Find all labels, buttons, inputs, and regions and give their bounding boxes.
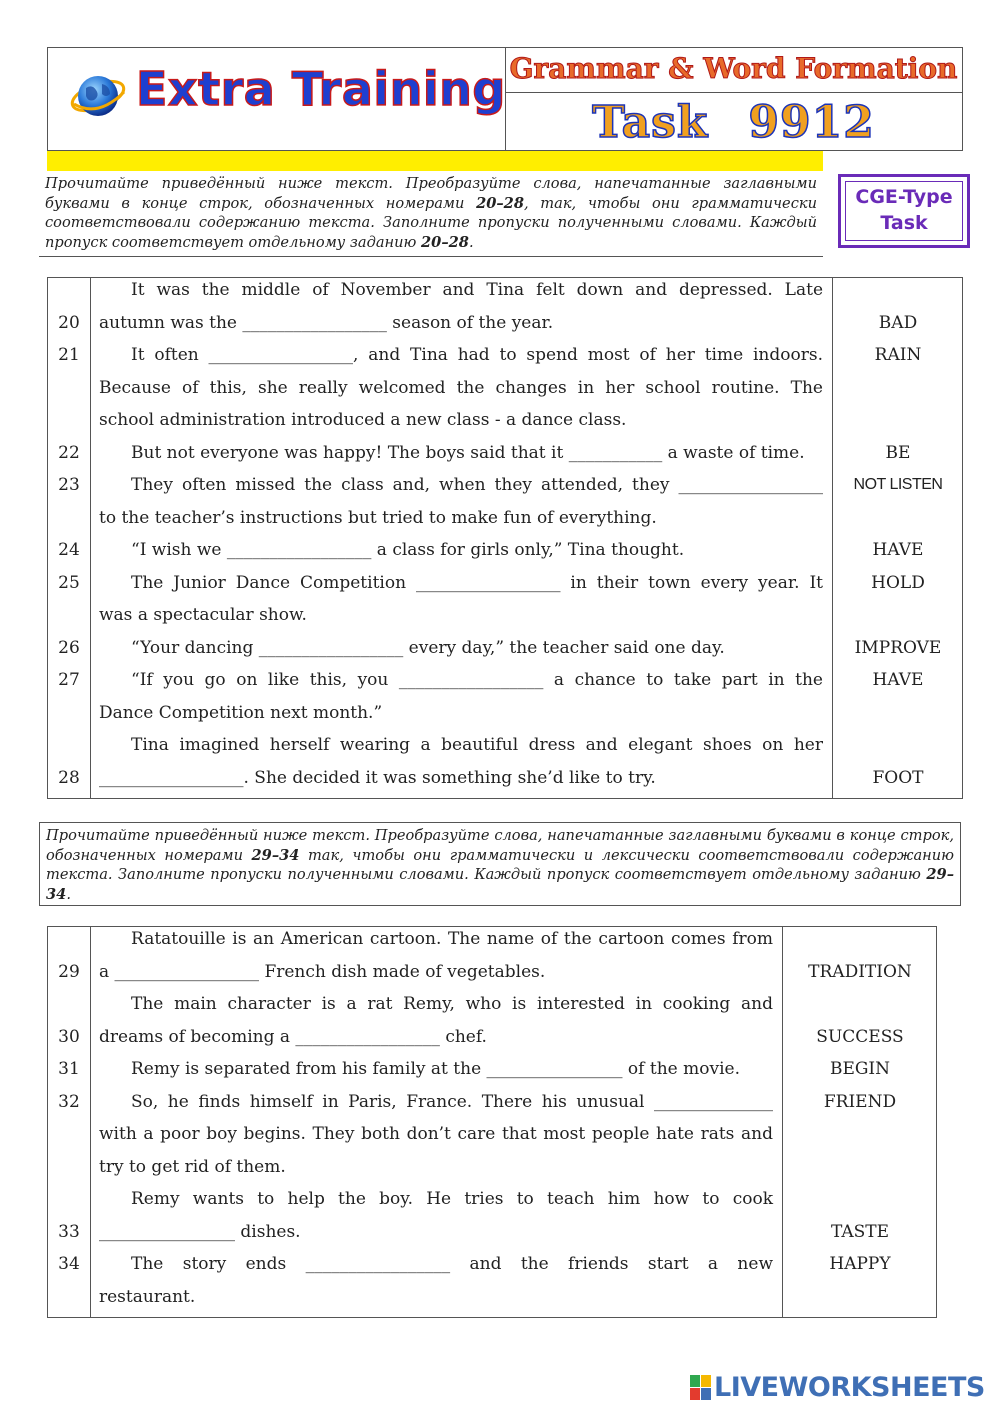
liveworksheets-logo [690, 1372, 985, 1404]
liveworksheets-icon [690, 1375, 712, 1401]
globe-icon [68, 68, 128, 124]
table-row [48, 988, 936, 1021]
passage-line: The Junior Dance Competition _________________ in their town every year. It [131, 572, 823, 593]
base-word: IMPROVE [854, 637, 942, 658]
item-number: 32 [58, 1091, 80, 1112]
base-word: BE [885, 442, 911, 463]
item-number: 25 [58, 572, 80, 593]
table-row [48, 923, 936, 956]
task-title [592, 97, 875, 148]
task-number-cell [505, 93, 962, 150]
table-row [48, 502, 962, 535]
cge-type-badge [838, 174, 970, 248]
instructions-text: Прочитайте приведённый ниже текст. Преобразуйте слова, напечатанные заглавными буквами в конце строк, обозначенных номерами [45, 175, 817, 212]
cge-badge-inner [845, 181, 963, 241]
table-row [48, 339, 962, 372]
passage-line: So, he finds himself in Paris, France. There his unusual ______________ [131, 1091, 773, 1112]
table-row [48, 1216, 936, 1249]
highlight-bar [47, 151, 823, 171]
table-row [48, 469, 962, 502]
table-row [48, 307, 962, 340]
base-word: HAVE [872, 670, 924, 690]
table-row [48, 729, 962, 762]
passage-line: to the teacher’s instructions but tried to make fun of everything. [99, 507, 657, 528]
table-row [48, 1281, 936, 1314]
base-word: NOT LISTEN [853, 476, 943, 493]
base-word: HAPPY [829, 1254, 891, 1274]
item-number: 22 [58, 442, 80, 463]
base-word: SUCCESS [816, 1026, 904, 1047]
table-row [48, 437, 962, 470]
table-row [48, 1183, 936, 1216]
liveworksheets-wordmark: LIVEWORKSHEETS [714, 1372, 985, 1403]
passage-line: dreams of becoming a _________________ chef. [99, 1026, 487, 1047]
base-word: BEGIN [829, 1059, 891, 1079]
table-row [48, 1118, 936, 1151]
base-word: TRADITION [808, 961, 912, 982]
item-number: 30 [58, 1026, 80, 1047]
base-word: BAD [878, 312, 918, 333]
exercise-table-20-28 [47, 277, 963, 799]
passage-line: “If you go on like this, you _________________ a chance to take part in the [131, 670, 823, 690]
table-row [48, 632, 962, 665]
item-number: 29 [58, 961, 80, 982]
table-row [48, 664, 962, 697]
item-number: 31 [58, 1059, 80, 1079]
passage-line: Because of this, she really welcomed the changes in her school routine. The [99, 377, 823, 398]
table-row [48, 1021, 936, 1054]
base-word: HOLD [871, 572, 925, 593]
task-range: 20–28 [421, 233, 469, 251]
table-row [48, 1053, 936, 1086]
item-number: 21 [58, 345, 80, 365]
passage-line: It often _________________, and Tina had to spend most of her time indoors. [131, 345, 823, 365]
passage-line: with a poor boy begins. They both don’t care that most people hate rats and [99, 1124, 773, 1144]
cge-badge-line2: Task [880, 212, 928, 234]
table-row [48, 567, 962, 600]
item-number: 26 [58, 637, 80, 658]
brand-title: Extra Training [136, 62, 506, 116]
instructions-text: , так, чтобы они грамматически соответствовали содержанию текста. Заполните пропуски полученными словами. Каждый пропуск соответствует отдельному заданию [45, 194, 817, 251]
passage-line: was a spectacular show. [99, 605, 307, 625]
item-number: 34 [58, 1254, 80, 1274]
item-number: 24 [58, 540, 80, 560]
table-row [48, 1248, 936, 1281]
base-word: TASTE [830, 1221, 890, 1242]
passage-line: ________________ dishes. [99, 1221, 301, 1242]
item-number: 23 [58, 475, 80, 495]
passage-line: Tina imagined herself wearing a beautiful dress and elegant shoes on her [131, 735, 823, 755]
passage-line: a _________________ French dish made of vegetables. [99, 961, 546, 982]
exercise-table-29-34 [47, 926, 937, 1318]
table-row [48, 599, 962, 632]
table-row [48, 372, 962, 405]
item-number: 28 [58, 767, 80, 788]
worksheet-header [47, 47, 963, 151]
task-label: Task [592, 97, 709, 148]
table-row [48, 274, 962, 307]
base-word: FRIEND [823, 1091, 897, 1112]
item-number: 33 [58, 1221, 80, 1242]
base-word: RAIN [874, 345, 922, 365]
passage-line: Remy wants to help the boy. He tries to teach him how to cook [131, 1189, 773, 1209]
table-row [48, 762, 962, 795]
passage-line: Remy is separated from his family at the ________________ of the movie. [131, 1059, 740, 1079]
table-row [48, 1086, 936, 1119]
section-title-cell [505, 48, 962, 93]
instructions-text: так, чтобы они грамматически и лексически соответствовали содержанию текста. Заполните пропуски полученными словами. Каждый пропуск соответствует отдельному заданию [46, 846, 955, 883]
instructions-text: . [66, 885, 71, 903]
passage-line: The story ends _________________ and the friends start a new [131, 1254, 773, 1274]
brand-panel [48, 48, 506, 150]
instructions-text: . [468, 233, 474, 251]
section-title: Grammar & Word Formation [509, 52, 958, 85]
passage-line: “I wish we _________________ a class for girls only,” Tina thought. [131, 540, 685, 560]
passage-line: But not everyone was happy! The boys said that it ___________ a waste of time. [131, 442, 805, 463]
table-row [48, 1151, 936, 1184]
passage-line: try to get rid of them. [99, 1156, 286, 1177]
item-number: 20 [58, 312, 80, 333]
table-row [48, 956, 936, 989]
table-row [48, 404, 962, 437]
task-range: 29–34 [46, 866, 954, 903]
instructions-part-1 [39, 171, 823, 257]
passage-line: “Your dancing _________________ every day,” the teacher said one day. [131, 637, 725, 658]
passage-line: They often missed the class and, when they attended, they _________________ [131, 475, 823, 495]
passage-line: Dance Competition next month.” [99, 702, 383, 723]
passage-line: It was the middle of November and Tina felt down and depressed. Late [131, 280, 823, 300]
cge-badge-line1: CGE-Type [855, 186, 953, 208]
table-row [48, 534, 962, 567]
table-row [48, 697, 962, 730]
passage-line: _________________. She decided it was something she’d like to try. [99, 767, 656, 788]
base-word: FOOT [872, 767, 924, 788]
passage-line: restaurant. [99, 1286, 196, 1307]
passage-line: autumn was the _________________ season of the year. [99, 312, 554, 333]
passage-line: Ratatouille is an American cartoon. The name of the cartoon comes from [131, 929, 773, 949]
task-range: 20–28 [476, 194, 524, 212]
instructions-text: Прочитайте приведённый ниже текст. Преобразуйте слова, напечатанные заглавными буквами в конце строк, обозначенных номерами [46, 827, 954, 864]
instructions-part-2 [39, 822, 961, 906]
task-range: 29–34 [251, 846, 300, 864]
passage-line: school administration introduced a new class - a dance class. [99, 410, 627, 430]
base-word: HAVE [872, 540, 924, 560]
passage-line: The main character is a rat Remy, who is interested in cooking and [131, 994, 773, 1014]
task-number: 9912 [748, 97, 875, 148]
item-number: 27 [58, 670, 80, 690]
